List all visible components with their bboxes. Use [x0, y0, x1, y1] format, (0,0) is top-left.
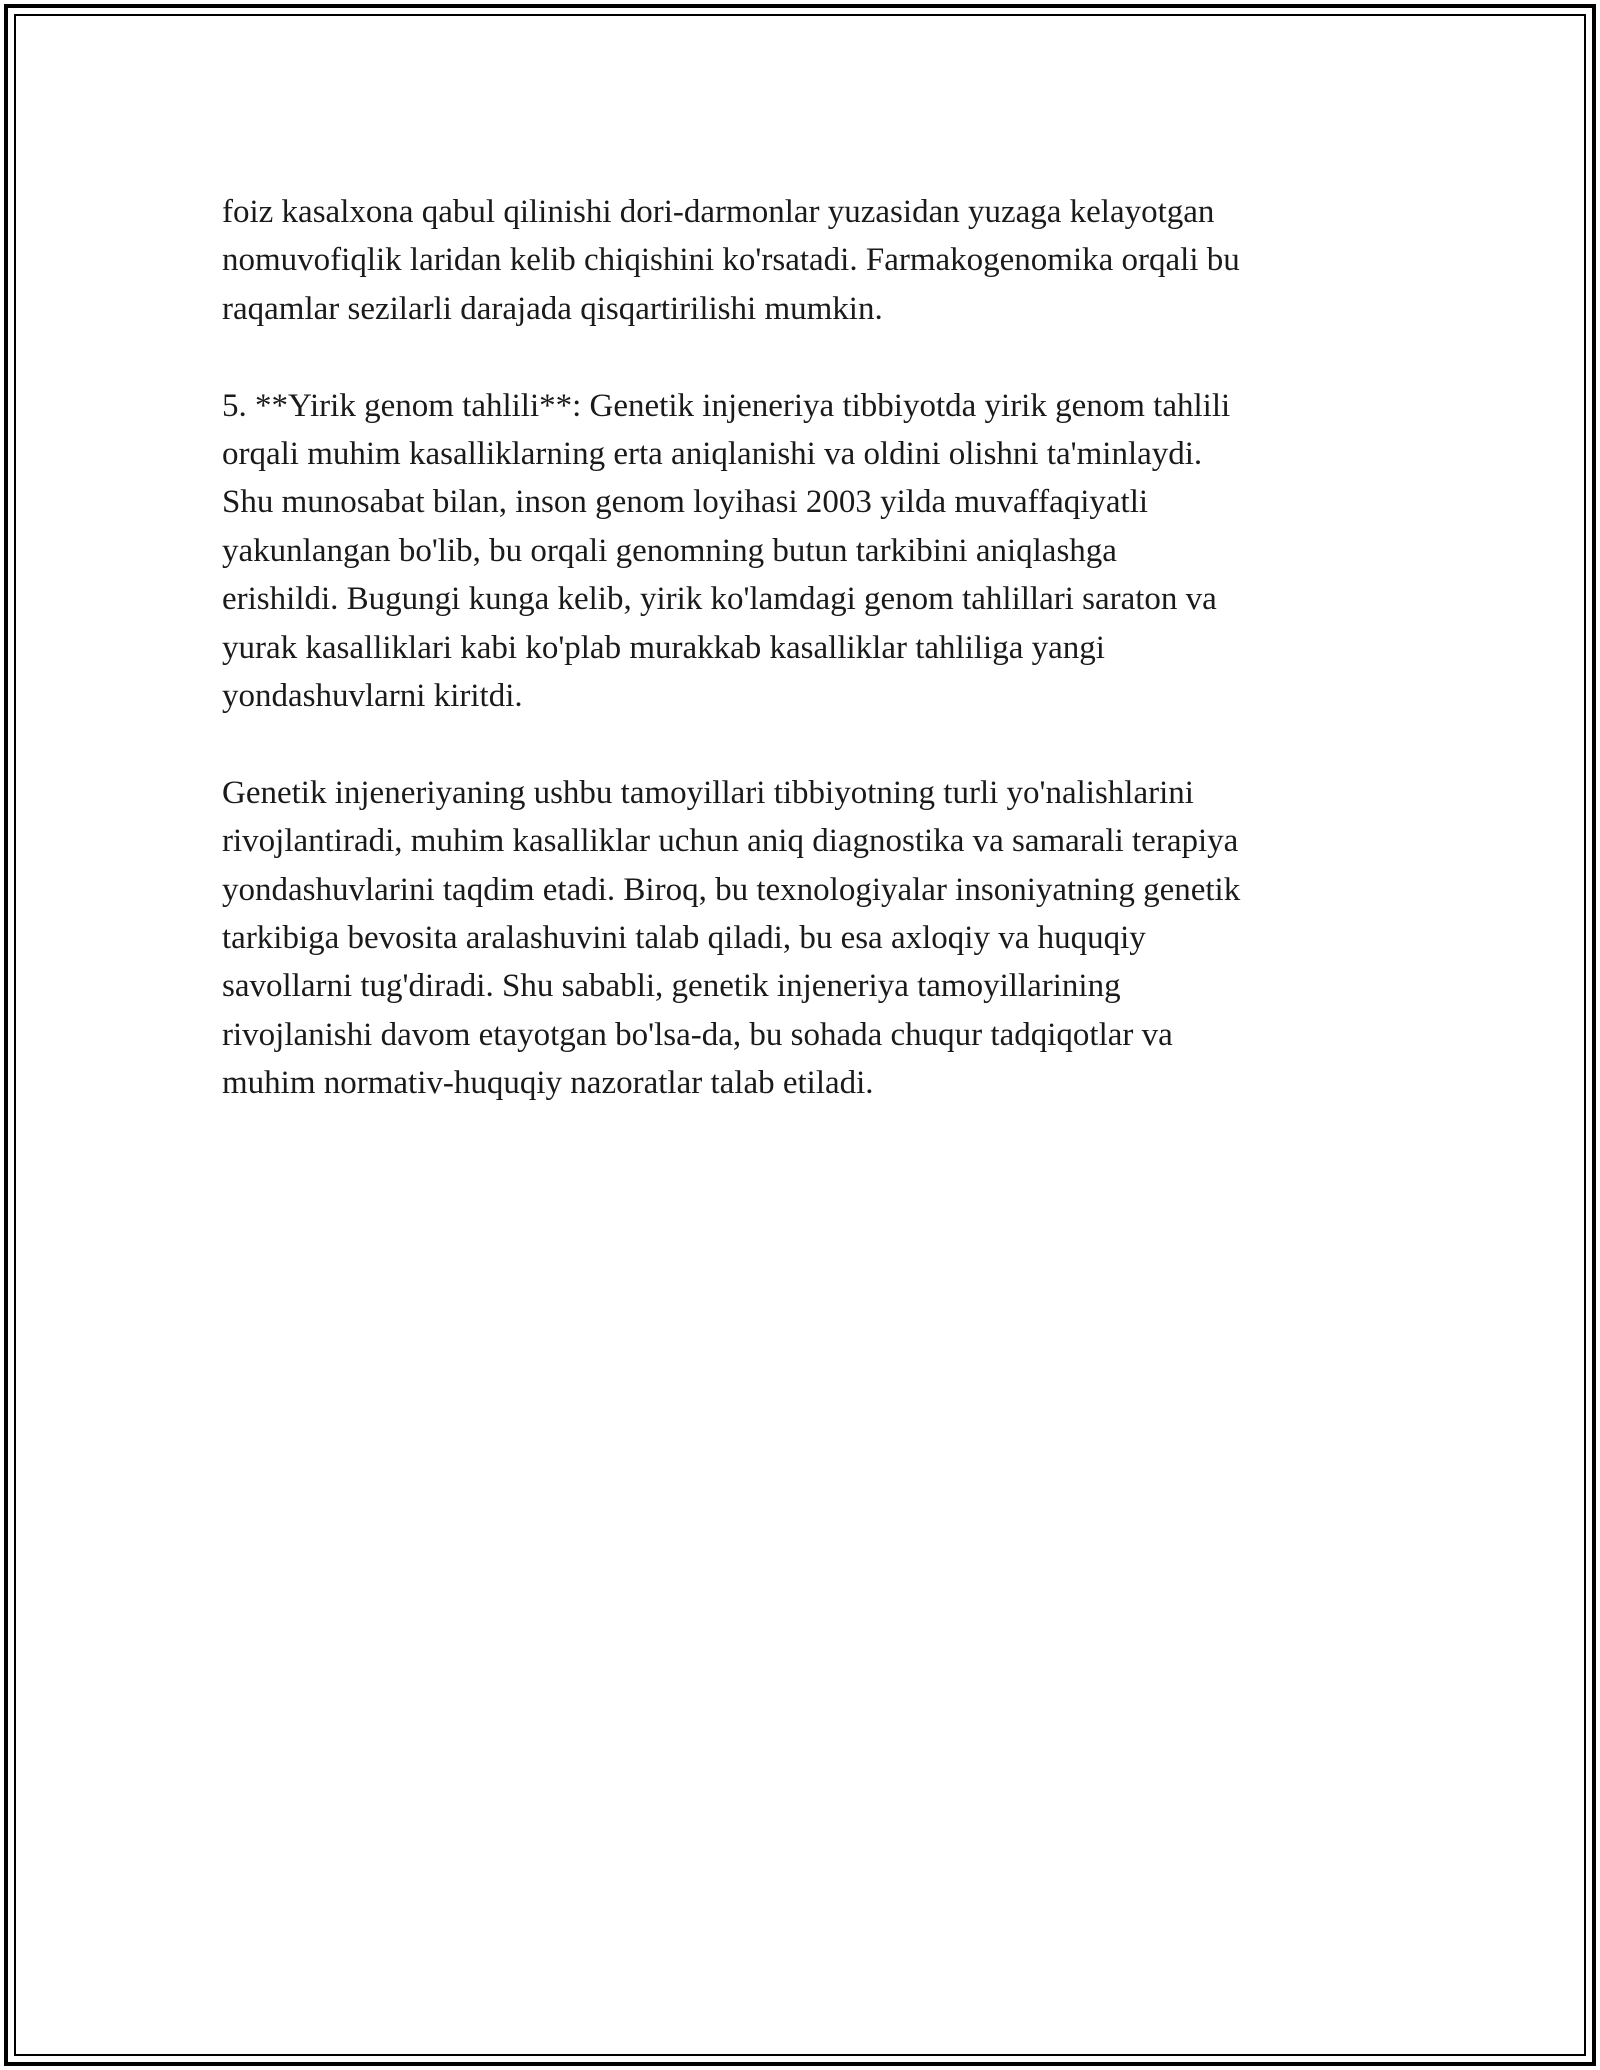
text-line: orqali muhim kasalliklarning erta aniqlanishi va oldini olishni ta'minlaydi. — [222, 436, 1203, 473]
paragraph-genome-analysis — [222, 382, 1372, 721]
text-line: Shu munosabat bilan, inson genom loyihasi 2003 yilda muvaffaqiyatli — [222, 484, 1149, 521]
paragraph-pharmacogenomics-end — [222, 188, 1372, 333]
text-line: yurak kasalliklari kabi ko'plab murakkab kasalliklar tahliliga yangi — [222, 629, 1105, 666]
text-line: nomuvofiqlik laridan kelib chiqishini ko'rsatadi. Farmakogenomika orqali bu — [222, 242, 1240, 279]
text-line: Genetik injeneriyaning ushbu tamoyillari tibbiyotning turli yo'nalishlarini — [222, 774, 1194, 811]
text-line: rivojlantiradi, muhim kasalliklar uchun aniq diagnostika va samarali terapiya — [222, 823, 1239, 860]
text-line: 5. **Yirik genom tahlili**: Genetik injeneriya tibbiyotda yirik genom tahlili — [222, 387, 1231, 424]
text-line: muhim normativ-huquqiy nazoratlar talab etiladi. — [222, 1065, 874, 1102]
document-body — [222, 188, 1372, 1156]
text-line: tarkibiga bevosita aralashuvini talab qiladi, bu esa axloqiy va huquqiy — [222, 920, 1146, 957]
text-line: yondashuvlarni kiritdi. — [222, 678, 523, 715]
text-line: yakunlangan bo'lib, bu orqali genomning butun tarkibini aniqlashga — [222, 532, 1117, 569]
text-line: foiz kasalxona qabul qilinishi dori-darmonlar yuzasidan yuzaga kelayotgan — [222, 194, 1215, 230]
text-line: savollarni tug'diradi. Shu sababli, genetik injeneriya tamoyillarining — [222, 968, 1121, 1005]
paragraph-conclusion — [222, 769, 1372, 1108]
text-line: yondashuvlarini taqdim etadi. Biroq, bu texnologiyalar insoniyatning genetik — [222, 871, 1241, 908]
text-line: raqamlar sezilarli darajada qisqartirilishi mumkin. — [222, 290, 883, 327]
text-line: erishildi. Bugungi kunga kelib, yirik ko'lamdagi genom tahlillari saraton va — [222, 581, 1217, 618]
text-line: rivojlanishi davom etayotgan bo'lsa-da, bu sohada chuqur tadqiqotlar va — [222, 1016, 1173, 1053]
